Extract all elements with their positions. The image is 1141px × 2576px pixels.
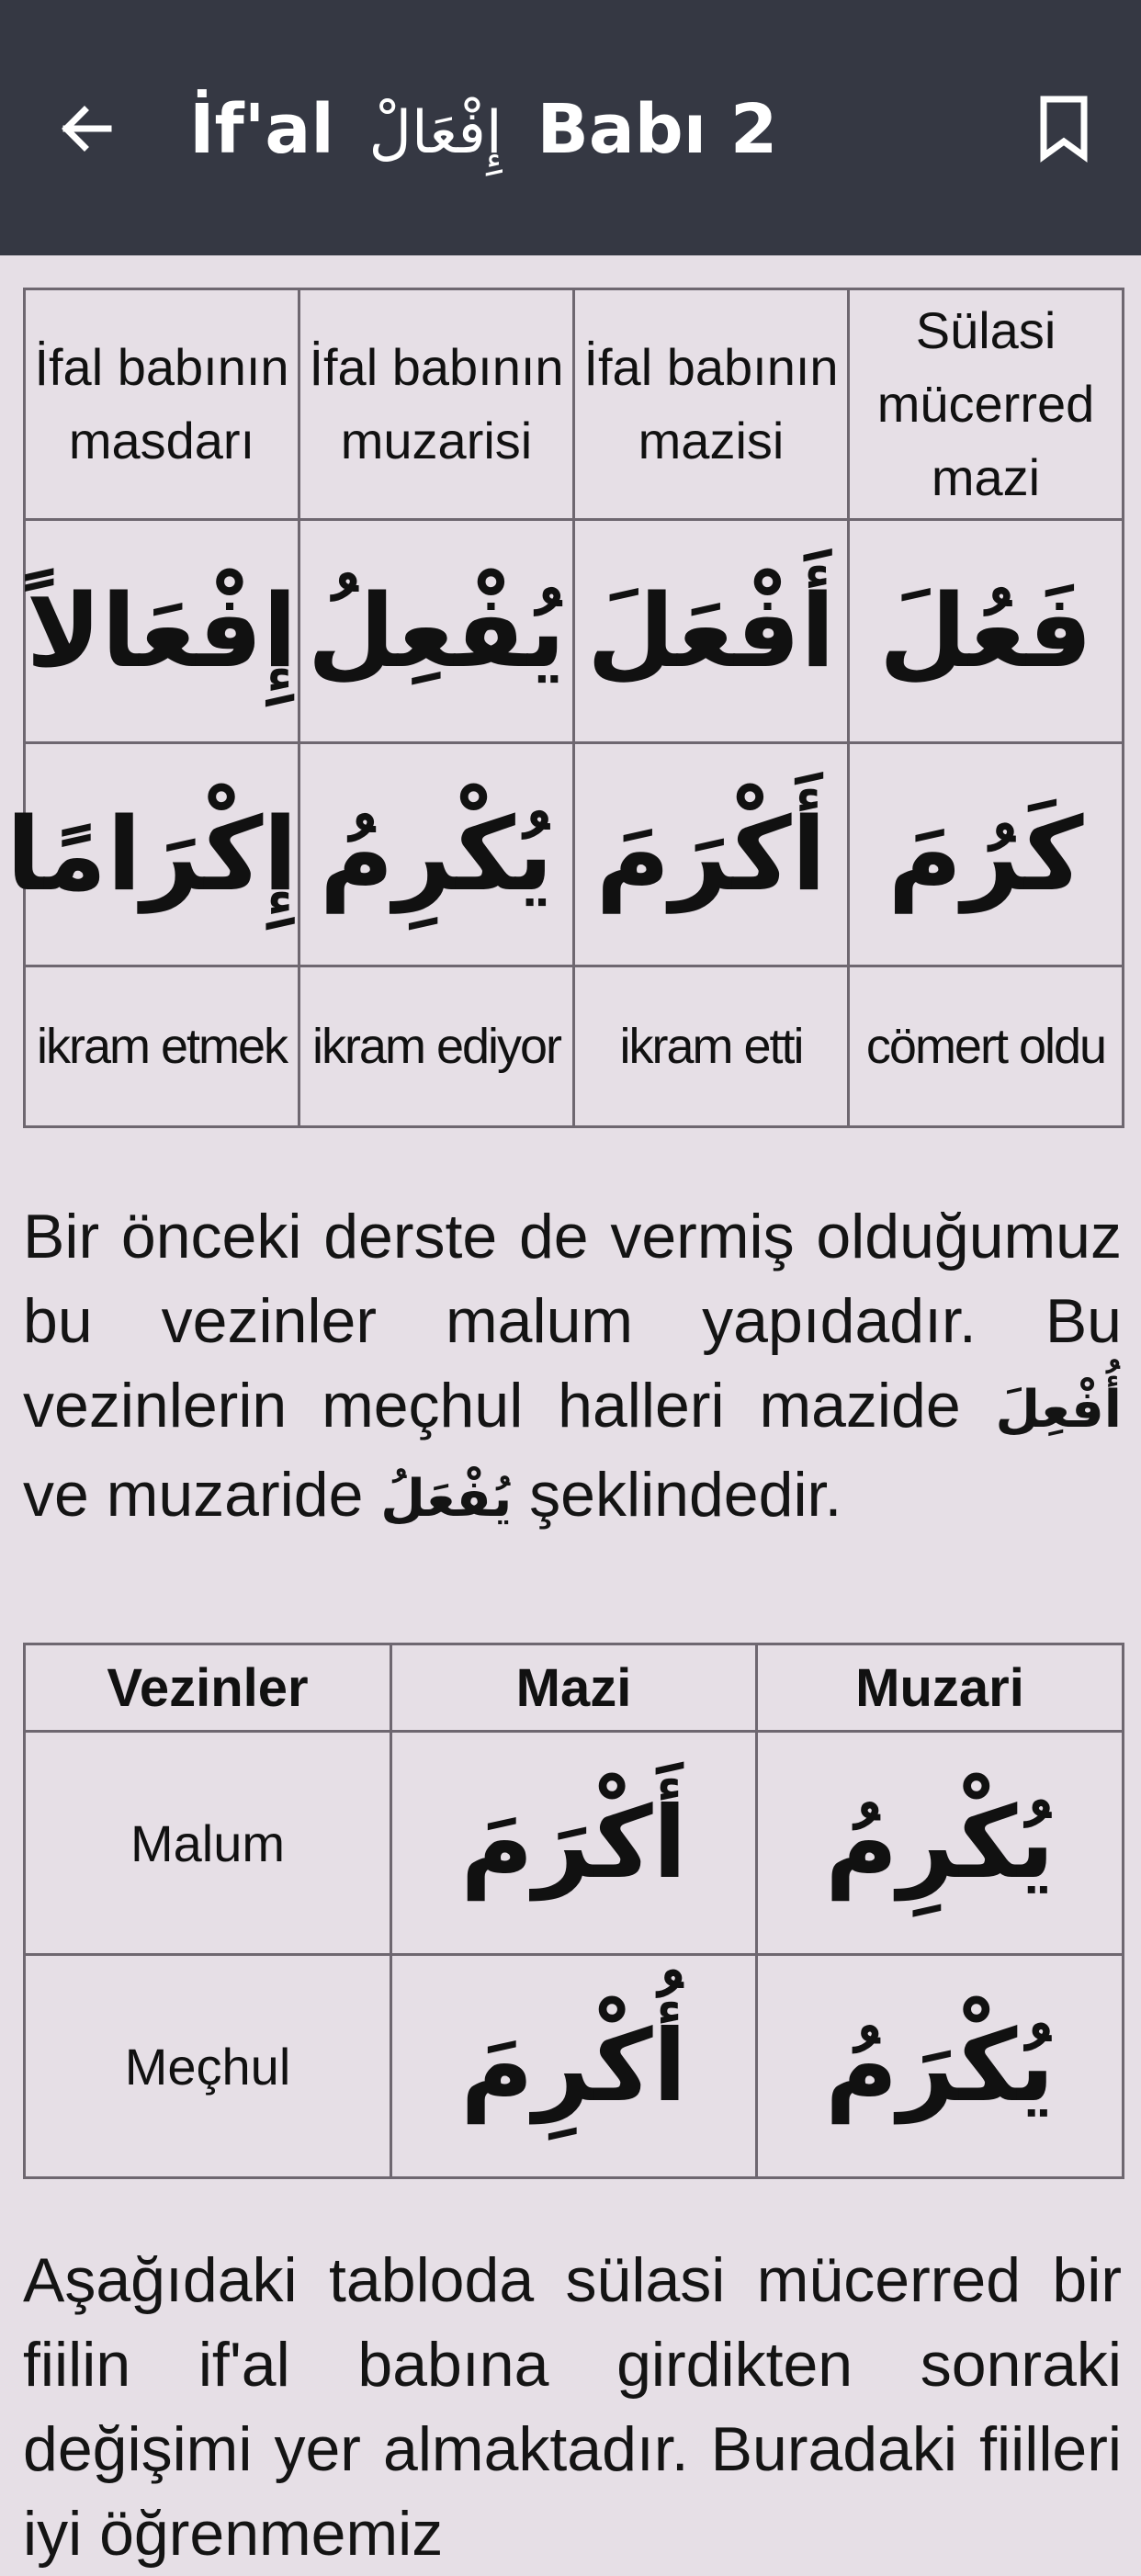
example-cell: إِكْرَامًا [25,743,299,966]
mazi-cell: أُكْرِمَ [391,1955,757,2178]
vezinler-table [23,1643,1124,2179]
mazi-cell: أَكْرَمَ [391,1732,757,1955]
meaning-cell: ikram etmek [25,966,299,1127]
muzari-cell: يُكْرِمُ [757,1732,1124,1955]
title-prefix: İf'al [189,90,334,169]
followup-paragraph: Aşağıdaki tabloda sülasi mücerred bir fiilin if'al babına girdikten sonraki değişimi yer almaktadır. Buradaki fiilleri iyi öğrenmemiz [23,2245,1122,2569]
meaning-cell: ikram ediyor [299,966,574,1127]
header-cell-muzari: Muzari [757,1644,1124,1732]
explanation-paragraph [23,1194,1122,1542]
paragraph-text: Bir önceki derste de vermiş olduğumuz bu vezinler malum yapıdadır. Bu vezinlerin meçhul halleri mazide [23,1202,1122,1441]
inline-arabic-muzari: يُفْعَلُ [380,1469,513,1529]
header-cell-mazi: Mazi [391,1644,757,1732]
header-cell-masdar: İfal babının masdarı [25,289,299,520]
pattern-cell: يُفْعِلُ [299,520,574,743]
app-bar [0,0,1141,255]
table-header-row [25,289,1124,520]
pattern-row [25,520,1124,743]
table-row-mechul [25,1955,1124,2178]
row-label: Malum [25,1732,391,1955]
header-cell-muzari: İfal babının muzarisi [299,289,574,520]
pattern-cell: فَعُلَ [849,520,1124,743]
meaning-cell: ikram etti [574,966,849,1127]
header-cell-vezinler: Vezinler [25,1644,391,1732]
meaning-row [25,966,1124,1127]
page-title [189,87,777,172]
example-cell: أَكْرَمَ [574,743,849,966]
bookmark-outline-icon [1038,96,1090,162]
inline-arabic-mazi: أُفْعِلَ [995,1380,1122,1440]
back-button[interactable] [53,96,119,162]
conjugation-table [6,288,1124,1128]
bookmark-button[interactable] [1023,88,1104,169]
title-arabic: إِفْعَالْ [368,99,503,167]
example-cell: كَرُمَ [849,743,1124,966]
example-cell: يُكْرِمُ [299,743,574,966]
header-cell-sulasi: Sülasi mücerred mazi [849,289,1124,520]
meaning-cell: cömert oldu [849,966,1124,1127]
row-label: Meçhul [25,1955,391,2178]
arrow-left-icon [57,99,116,158]
muzari-cell: يُكْرَمُ [757,1955,1124,2178]
table-header-row [25,1644,1124,1732]
pattern-cell: أَفْعَلَ [574,520,849,743]
header-cell-mazi: İfal babının mazisi [574,289,849,520]
pattern-cell: إِفْعَالاً [25,520,299,743]
paragraph-text: ve muzaride [23,1460,364,1530]
table-row-malum [25,1732,1124,1955]
title-suffix: Babı 2 [537,90,778,169]
paragraph-text: şeklindedir. [529,1460,842,1530]
example-row [25,743,1124,966]
